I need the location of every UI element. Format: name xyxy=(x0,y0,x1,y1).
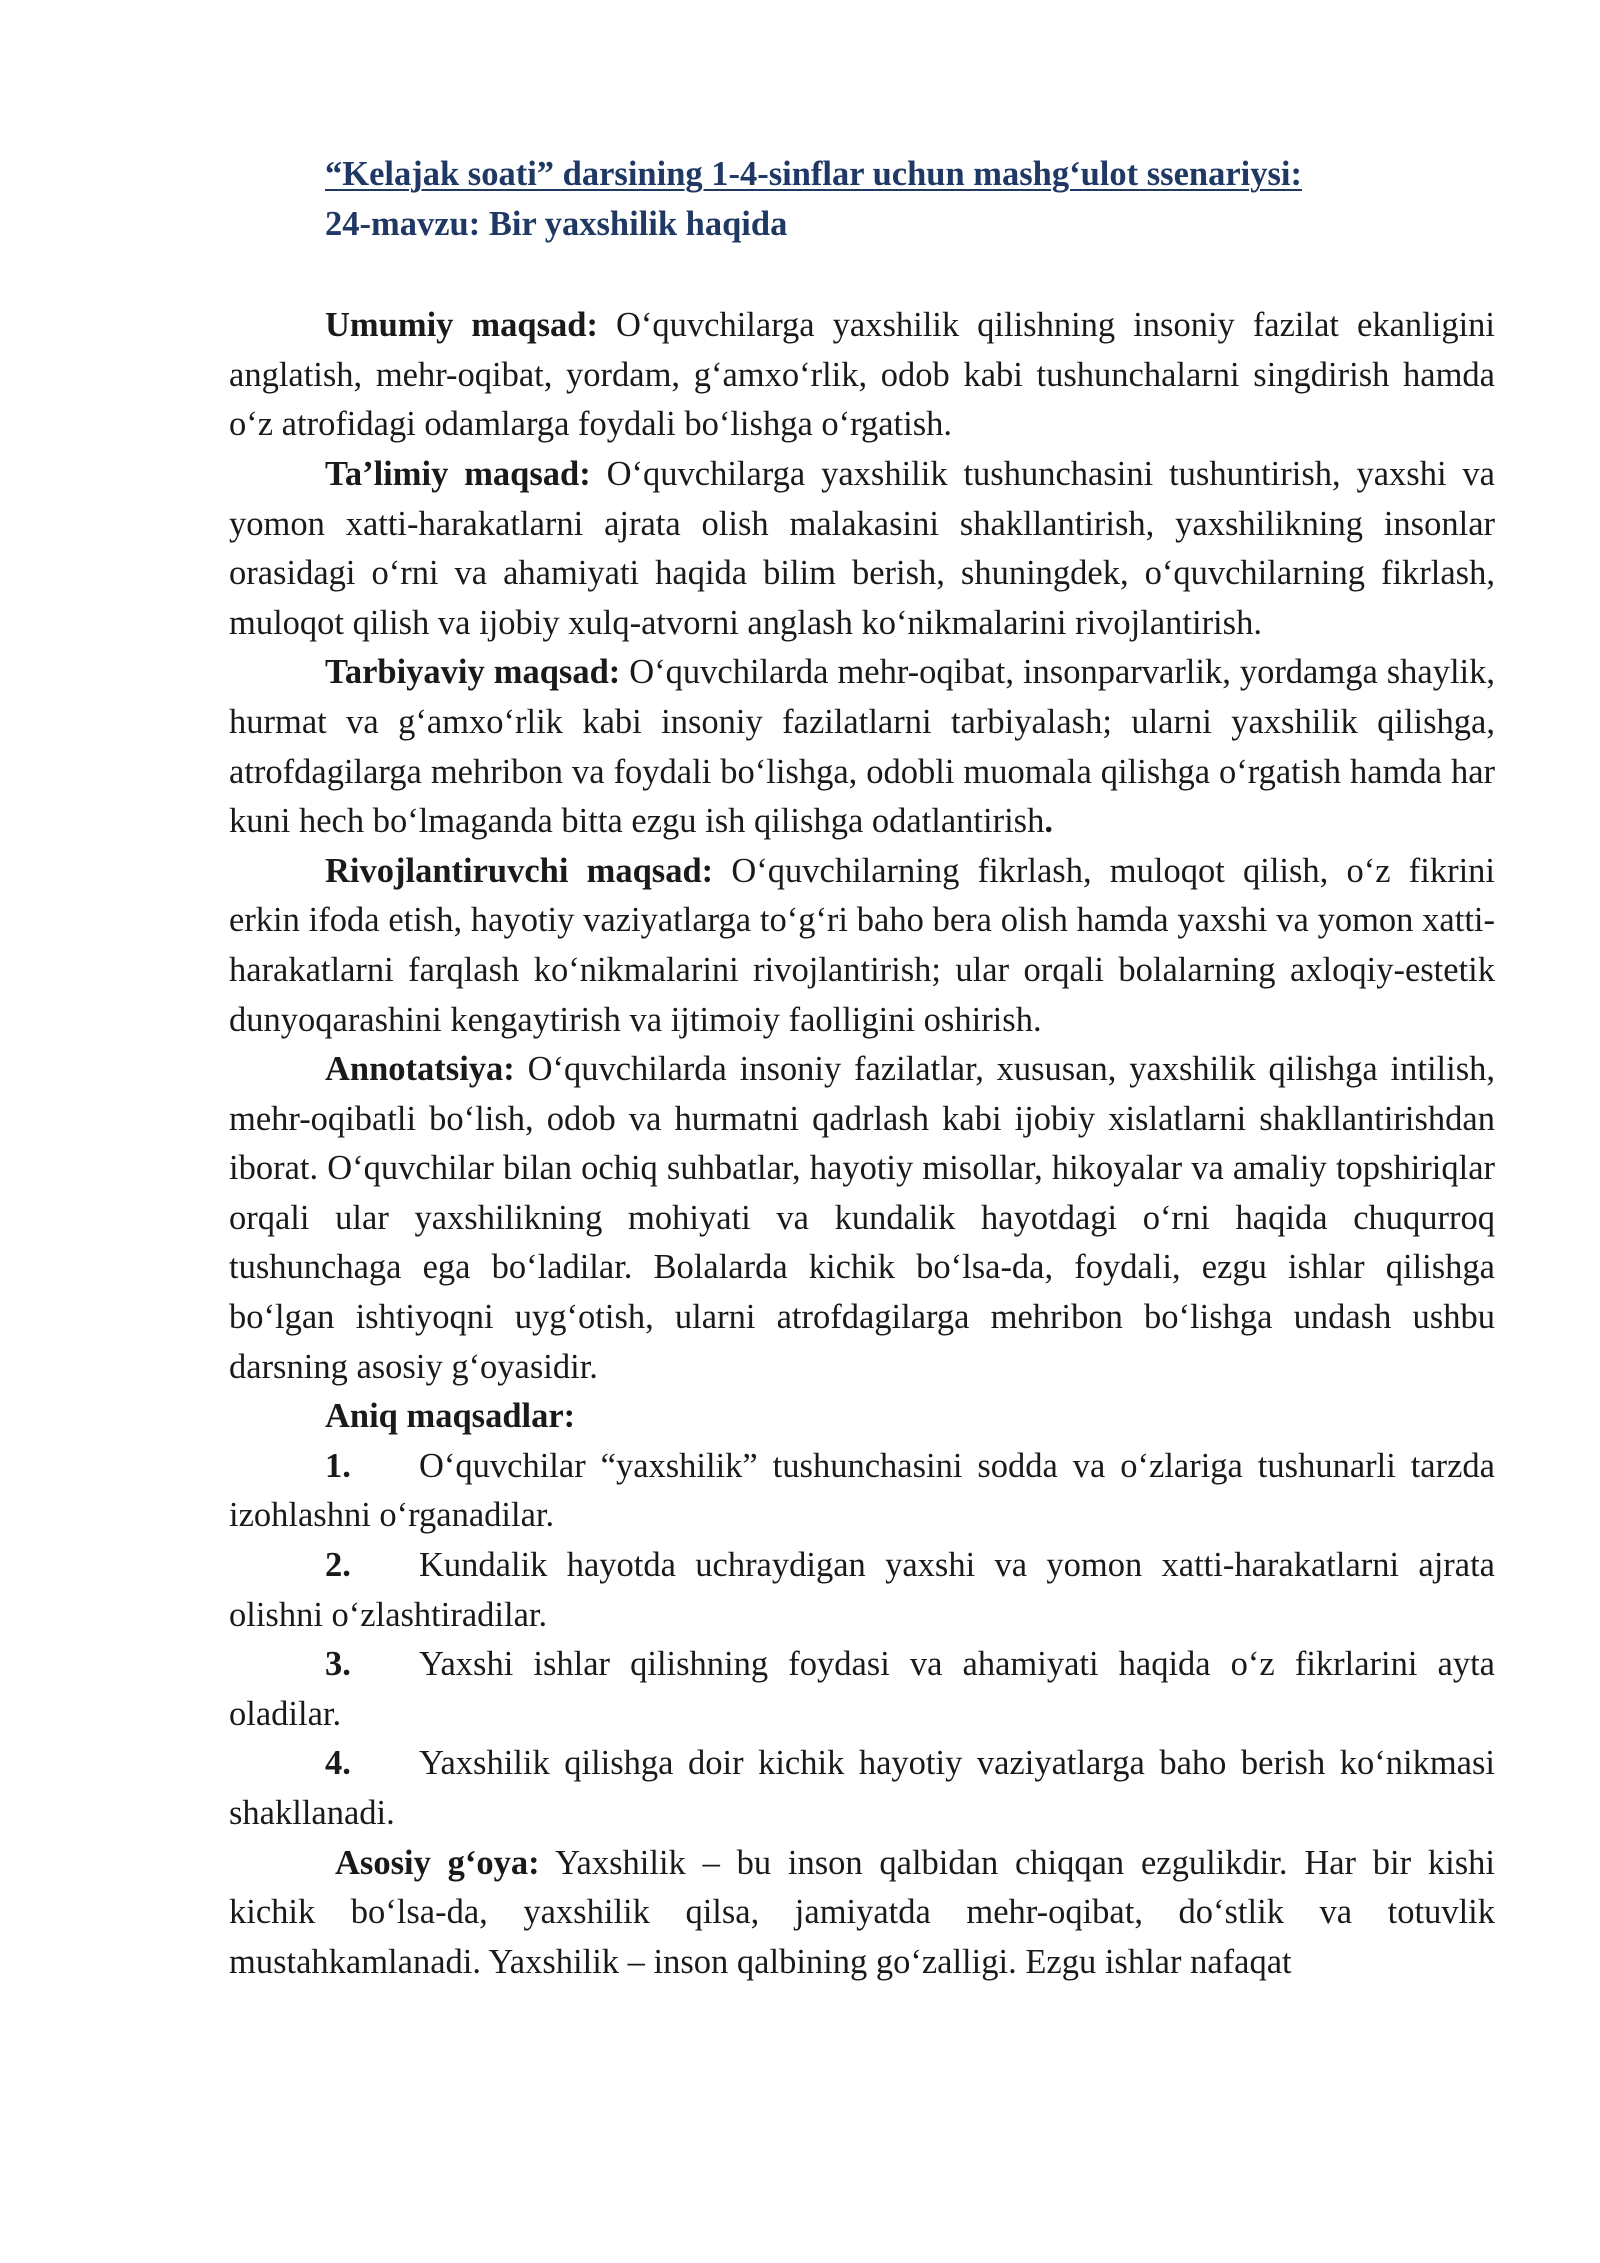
document-title xyxy=(325,150,1495,249)
list-item-2 xyxy=(229,1541,1495,1640)
text-tarbiyaviy-maqsad: O‘quvchilarda mehr-oqibat, insonparvarlik, yordamga shaylik, hurmat va g‘amxo‘rlik kabi insoniy fazilatlarni tarbiyalash; ularni yaxshilik qilishga, atrofdagilarga mehribon va foydali bo‘lishga, odobli muomala qilishga o‘rgatish hamda har kuni hech bo‘lmaganda bitta ezgu ish qilishga odatlantirish xyxy=(229,653,1496,841)
title-line-2: 24-mavzu: Bir yaxshilik haqida xyxy=(325,204,788,243)
heading-aniq-maqsadlar: Aniq maqsadlar: xyxy=(325,1397,576,1436)
list-text-4: Yaxshilik qilishga doir kichik hayotiy vaziyatlarga baho berish ko‘nikmasi shakllanadi. xyxy=(229,1744,1495,1832)
bold-period: . xyxy=(1044,802,1053,841)
label-rivojlantiruvchi-maqsad: Rivojlantiruvchi maqsad: xyxy=(325,851,714,890)
list-number-2: 2. xyxy=(325,1546,351,1585)
list-text-3: Yaxshi ishlar qilishning foydasi va ahamiyati haqida o‘z fikrlarini ayta oladilar. xyxy=(229,1645,1495,1733)
list-number-1: 1. xyxy=(325,1446,351,1485)
paragraph-umumiy-maqsad xyxy=(229,301,1495,450)
list-item-4 xyxy=(229,1739,1495,1838)
paragraph-tarbiyaviy-maqsad xyxy=(229,648,1495,846)
list-number-4: 4. xyxy=(325,1744,351,1783)
list-item-1 xyxy=(229,1442,1495,1541)
list-item-3 xyxy=(229,1640,1495,1739)
label-umumiy-maqsad: Umumiy maqsad: xyxy=(325,306,598,345)
document-body xyxy=(229,150,1495,1987)
text-annotatsiya: O‘quvchilarda insoniy fazilatlar, xususan, yaxshilik qilishga intilish, mehr-oqibatli bo‘lish, odob va hurmatni qadrlash kabi ijobiy xislatlarni shakllantirishdan iborat. O‘quvchilar bilan ochiq suhbatlar, hayotiy misollar, hikoyalar va amaliy topshiriqlar orqali ular yaxshilikning mohiyati va kundalik hayotdagi o‘rni haqida chuqurroq tushunchaga ega bo‘ladilar. Bolalarda kichik bo‘lsa-da, foydali, ezgu ishlar qilishga bo‘lgan ishtiyoqni uyg‘otish, ularni atrofdagilarga mehribon bo‘lishga undash ushbu darsning asosiy g‘oyasidir. xyxy=(229,1050,1495,1386)
paragraph-asosiy-goya xyxy=(229,1839,1495,1988)
label-tarbiyaviy-maqsad: Tarbiyaviy maqsad: xyxy=(325,653,621,692)
text-asosiy-goya: Yaxshilik – bu inson qalbidan chiqqan ezgulikdir. Har bir kishi kichik bo‘lsa-da, yaxshilik qilsa, jamiyatda mehr-oqibat, do‘stlik va totuvlik mustahkamlanadi. Yaxshilik – inson qalbining go‘zalligi. Ezgu ishlar nafaqat xyxy=(229,1843,1495,1981)
list-text-2: Kundalik hayotda uchraydigan yaxshi va yomon xatti-harakatlarni ajrata olishni o‘zlashtiradilar. xyxy=(229,1546,1495,1634)
label-asosiy-goya: Asosiy g‘oya: xyxy=(335,1843,540,1882)
paragraph-annotatsiya xyxy=(229,1045,1495,1392)
text-rivojlantiruvchi-maqsad: O‘quvchilarning fikrlash, muloqot qilish, o‘z fikrini erkin ifoda etish, hayotiy vaziyatlarga to‘g‘ri baho bera olish hamda yaxshi va yomon xatti-harakatlarni farqlash ko‘nikmalarini rivojlantirish; ular orqali bolalarning axloqiy-estetik dunyoqarashini kengaytirish va ijtimoiy faolligini oshirish. xyxy=(229,851,1495,1039)
paragraph-rivojlantiruvchi-maqsad xyxy=(229,847,1495,1045)
label-talimiy-maqsad: Ta’limiy maqsad: xyxy=(325,454,591,493)
paragraph-talimiy-maqsad xyxy=(229,450,1495,648)
title-spacer xyxy=(229,249,1495,301)
list-text-1: O‘quvchilar “yaxshilik” tushunchasini sodda va o‘zlariga tushunarli tarzda izohlashni o‘rganadilar. xyxy=(229,1446,1495,1535)
text-talimiy-maqsad: O‘quvchilarga yaxshilik tushunchasini tushuntirish, yaxshi va yomon xatti-harakatlarni ajrata olish malakasini shakllantirish, yaxshilikning insonlar orasidagi o‘rni va ahamiyati haqida bilim berish, shuningdek, o‘quvchilarning fikrlash, muloqot qilish va ijobiy xulq-atvorni anglash ko‘nikmalarini rivojlantirish. xyxy=(229,454,1495,642)
title-line-1: “Kelajak soati” darsining 1-4-sinflar uchun mashg‘ulot ssenariysi: xyxy=(325,155,1302,193)
label-annotatsiya: Annotatsiya: xyxy=(325,1050,515,1089)
text-umumiy-maqsad: O‘quvchilarga yaxshilik qilishning insoniy fazilat ekanligini anglatish, mehr-oqibat, yordam, g‘amxo‘rlik, odob kabi tushunchalarni singdirish hamda o‘z atrofidagi odamlarga foydali bo‘lishga o‘rgatish. xyxy=(229,306,1495,444)
list-number-3: 3. xyxy=(325,1645,351,1684)
